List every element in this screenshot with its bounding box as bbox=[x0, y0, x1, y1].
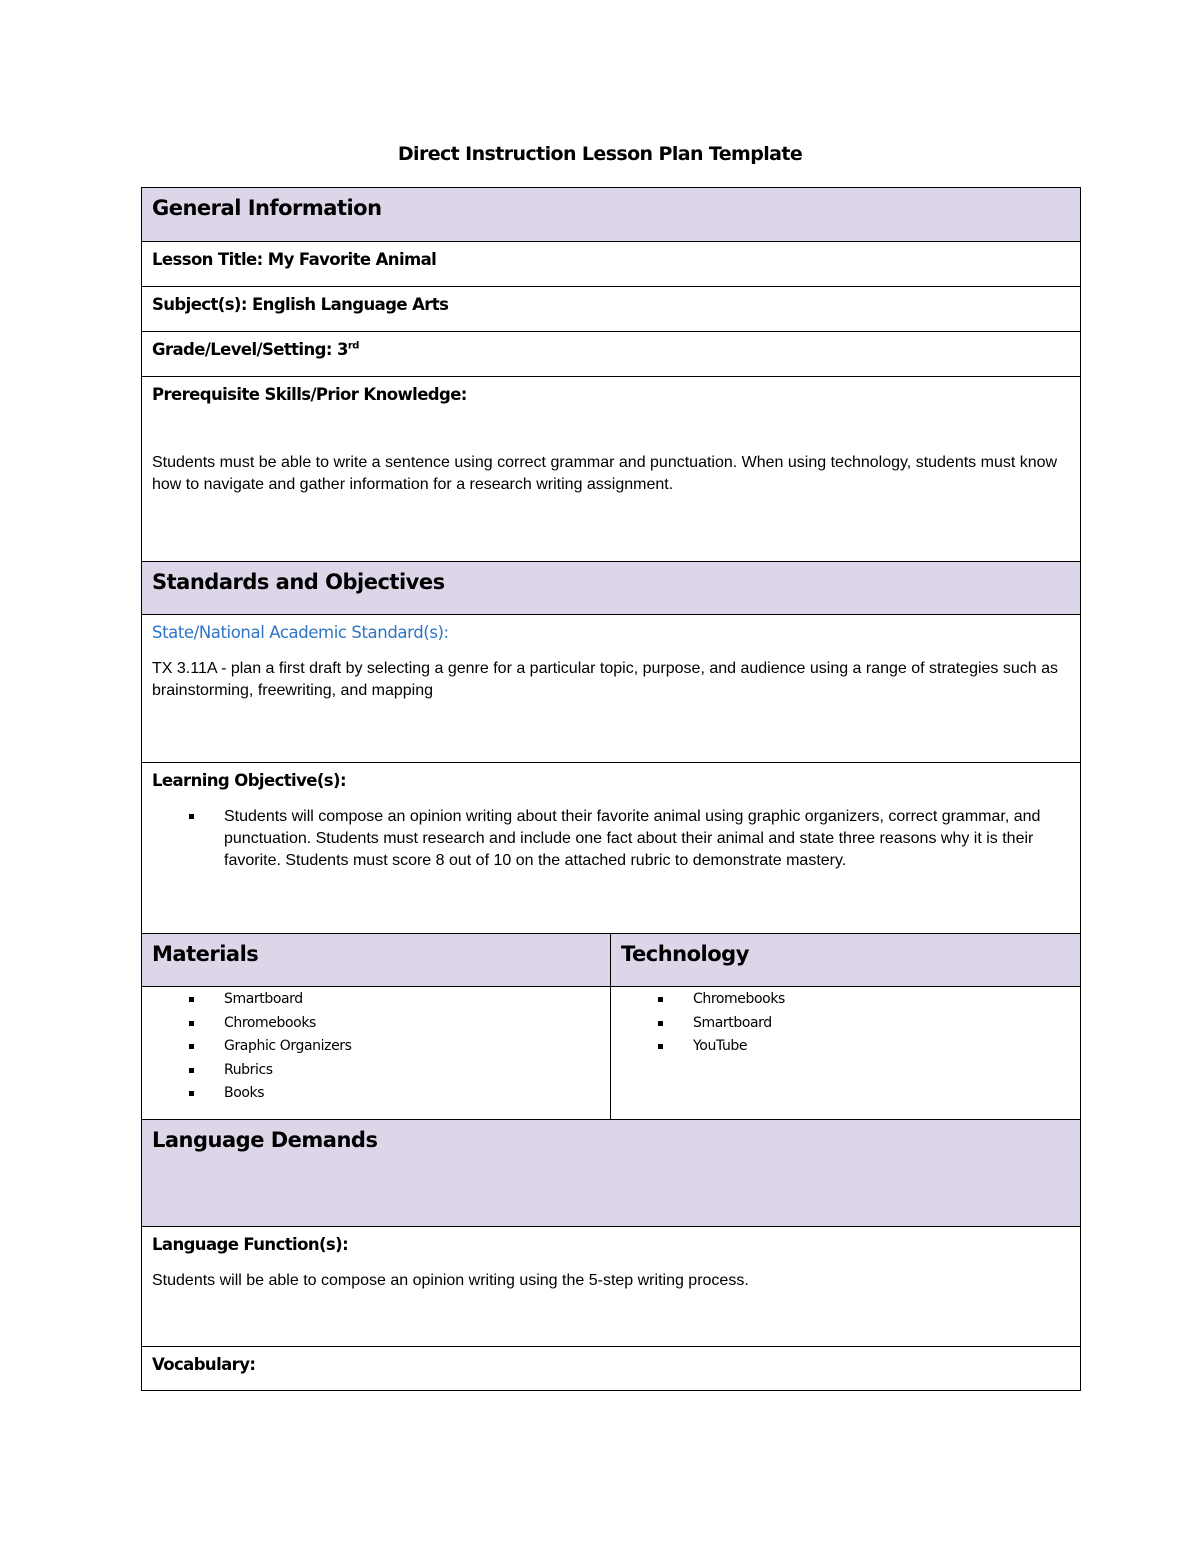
materials-technology-row bbox=[142, 986, 1080, 1119]
learning-objectives-row bbox=[142, 762, 1080, 933]
standards-row bbox=[142, 614, 1080, 762]
subjects-row bbox=[142, 286, 1080, 331]
subjects: Subject(s): English Language Arts bbox=[152, 295, 449, 314]
technology-cell bbox=[611, 987, 1080, 1119]
grade-ordinal: rd bbox=[347, 340, 359, 352]
standard-label: State/National Academic Standard(s): bbox=[152, 623, 449, 642]
learning-objective-list bbox=[142, 806, 1080, 872]
technology-header-cell bbox=[611, 934, 1080, 986]
language-function-text: Students will be able to compose an opinion writing using the 5-step writing process. bbox=[152, 1272, 749, 1289]
list-item: YouTube bbox=[693, 1035, 1070, 1059]
list-item: Rubrics bbox=[224, 1059, 600, 1083]
lesson-title: Lesson Title: My Favorite Animal bbox=[152, 250, 437, 269]
language-demands-header bbox=[142, 1119, 1080, 1226]
materials-heading: Materials bbox=[152, 942, 259, 966]
materials-header-cell bbox=[142, 934, 611, 986]
list-item: Students will compose an opinion writing about their favorite animal using graphic organizers, correct grammar, and punctuation. Students must research and include one fact about their animal and state three reasons why it is their favorite. Students must score 8 out of 10 on the attached rubric to demonstrate mastery. bbox=[224, 806, 1070, 872]
materials-list bbox=[142, 988, 610, 1106]
vocabulary-label: Vocabulary: bbox=[152, 1355, 256, 1374]
language-function-label: Language Function(s): bbox=[152, 1235, 349, 1254]
technology-heading: Technology bbox=[621, 942, 749, 966]
lesson-title-row bbox=[142, 241, 1080, 286]
general-information-heading: General Information bbox=[152, 196, 382, 220]
prerequisite-label: Prerequisite Skills/Prior Knowledge: bbox=[152, 385, 467, 404]
grade-text: Grade/Level/Setting: 3 bbox=[152, 340, 348, 359]
language-demands-heading: Language Demands bbox=[152, 1128, 378, 1152]
standards-objectives-header bbox=[142, 561, 1080, 614]
list-item: Smartboard bbox=[224, 988, 600, 1012]
list-item: Chromebooks bbox=[224, 1012, 600, 1036]
vocabulary-row bbox=[142, 1346, 1080, 1390]
grade-row bbox=[142, 331, 1080, 376]
general-information-header bbox=[142, 188, 1080, 241]
learning-objective-label: Learning Objective(s): bbox=[152, 771, 346, 790]
standard-text: TX 3.11A - plan a first draft by selecting a genre for a particular topic, purpose, and audience using a range of strategies such as brainstorming, freewriting, and mapping bbox=[152, 660, 1059, 699]
list-item: Chromebooks bbox=[693, 988, 1070, 1012]
grade-level-setting bbox=[142, 332, 1080, 359]
list-item: Graphic Organizers bbox=[224, 1035, 600, 1059]
technology-list bbox=[611, 988, 1080, 1059]
document-title: Direct Instruction Lesson Plan Template bbox=[397, 143, 803, 165]
standards-objectives-heading: Standards and Objectives bbox=[152, 570, 445, 594]
language-function-row bbox=[142, 1226, 1080, 1346]
materials-cell bbox=[142, 987, 611, 1119]
list-item: Books bbox=[224, 1082, 600, 1106]
list-item: Smartboard bbox=[693, 1012, 1070, 1036]
materials-technology-header bbox=[142, 933, 1080, 986]
prerequisite-text: Students must be able to write a sentence using correct grammar and punctuation. When using technology, students must know how to navigate and gather information for a research writing assignment. bbox=[152, 454, 1058, 493]
prerequisite-row bbox=[142, 376, 1080, 561]
lesson-plan-table bbox=[141, 187, 1081, 1391]
